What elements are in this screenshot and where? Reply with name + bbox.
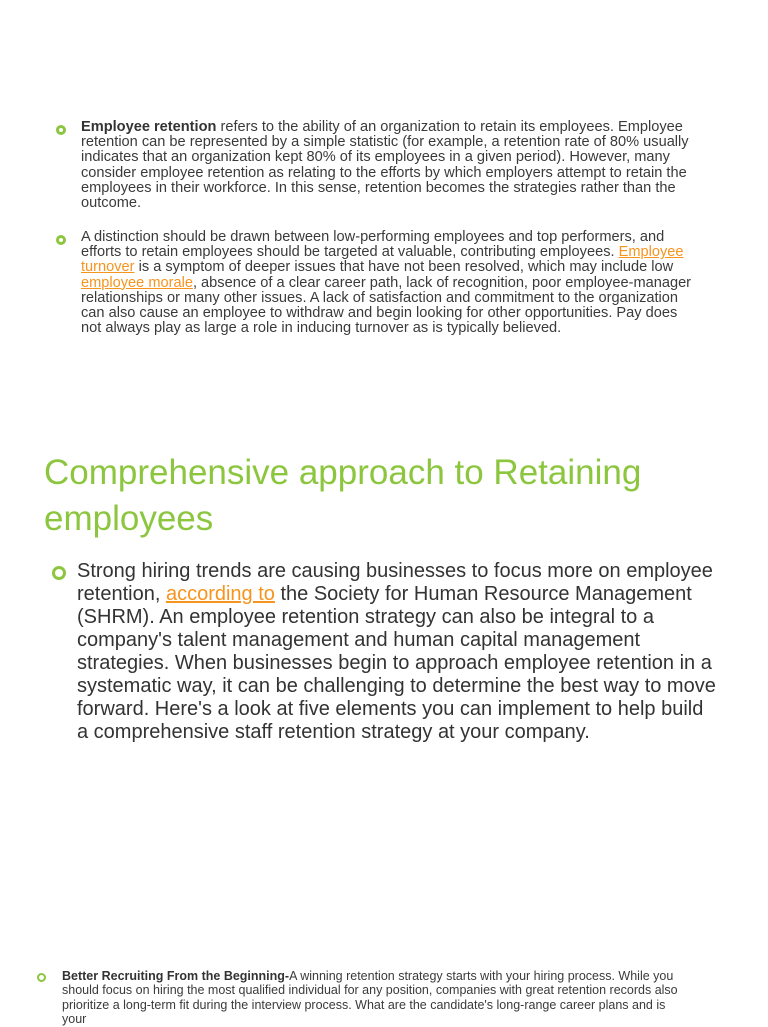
link-according-to[interactable]: according to: [165, 583, 275, 605]
bullet-circle-icon: [56, 125, 66, 135]
bullet-circle-icon: [37, 973, 46, 982]
paragraph-distinction: [81, 230, 696, 336]
link-employee-turnover[interactable]: Employee turnover: [81, 244, 684, 276]
section-heading: Comprehensive approach to Retaining employees: [44, 453, 642, 538]
paragraph-employee-retention: [81, 120, 696, 211]
paragraph-text: refers to the ability of an organization to retain its employees. Employee retention can be represented by a simple statistic (for example, a retention rate of 80% usually indicates that an organization kept 80% of its employees in a given period). However, many consider employee retention as relating to the efforts by which employers attempt to retain the employees in their workforce. In this sense, retention becomes the strategies rather than the outcome.: [81, 119, 689, 212]
paragraph-text: A winning retention strategy starts with your hiring process. While you should focus on hiring the most qualified individual for any position, companies with great retention records also prioritize a long-term fit during the interview process. What are the candidate's long-range career plans and is your: [62, 969, 678, 1027]
paragraph-text: the Society for Human Resource Management (SHRM). An employee retention strategy can also be integral to a company's talent management and human capital management strategies. When businesses begin to approach employee retention in a systematic way, it can be challenging to determine the best way to move forward. Here's a look at five elements you can implement to help build a comprehensive staff retention strategy at your company.: [77, 583, 716, 743]
paragraph-text: , absence of a clear career path, lack of recognition, poor employee-manager relationships or many other issues. A lack of satisfaction and commitment to the organization can also cause an employee to withdraw and begin looking for other opportunities. Pay does not always play as large a role in inducing turnover as is typically believed.: [81, 274, 692, 337]
bullet-circle-icon: [52, 566, 66, 580]
bullet-circle-icon: [56, 235, 66, 245]
paragraph-text: Strong hiring trends are causing businesses to focus more on employee retention,: [77, 560, 713, 605]
term-employee-retention: Employee retention: [81, 119, 217, 135]
paragraph-hiring-trends: [77, 560, 717, 744]
paragraph-text: is a symptom of deeper issues that have not been resolved, which may include low: [134, 259, 674, 276]
term-better-recruiting: Better Recruiting From the Beginning-: [62, 969, 290, 983]
paragraph-better-recruiting: [62, 969, 682, 1027]
paragraph-text: A distinction should be drawn between low-performing employees and top performers, and efforts to retain employees should be targeted at valuable, contributing employees.: [81, 229, 665, 261]
link-employee-morale[interactable]: employee morale: [81, 274, 193, 291]
